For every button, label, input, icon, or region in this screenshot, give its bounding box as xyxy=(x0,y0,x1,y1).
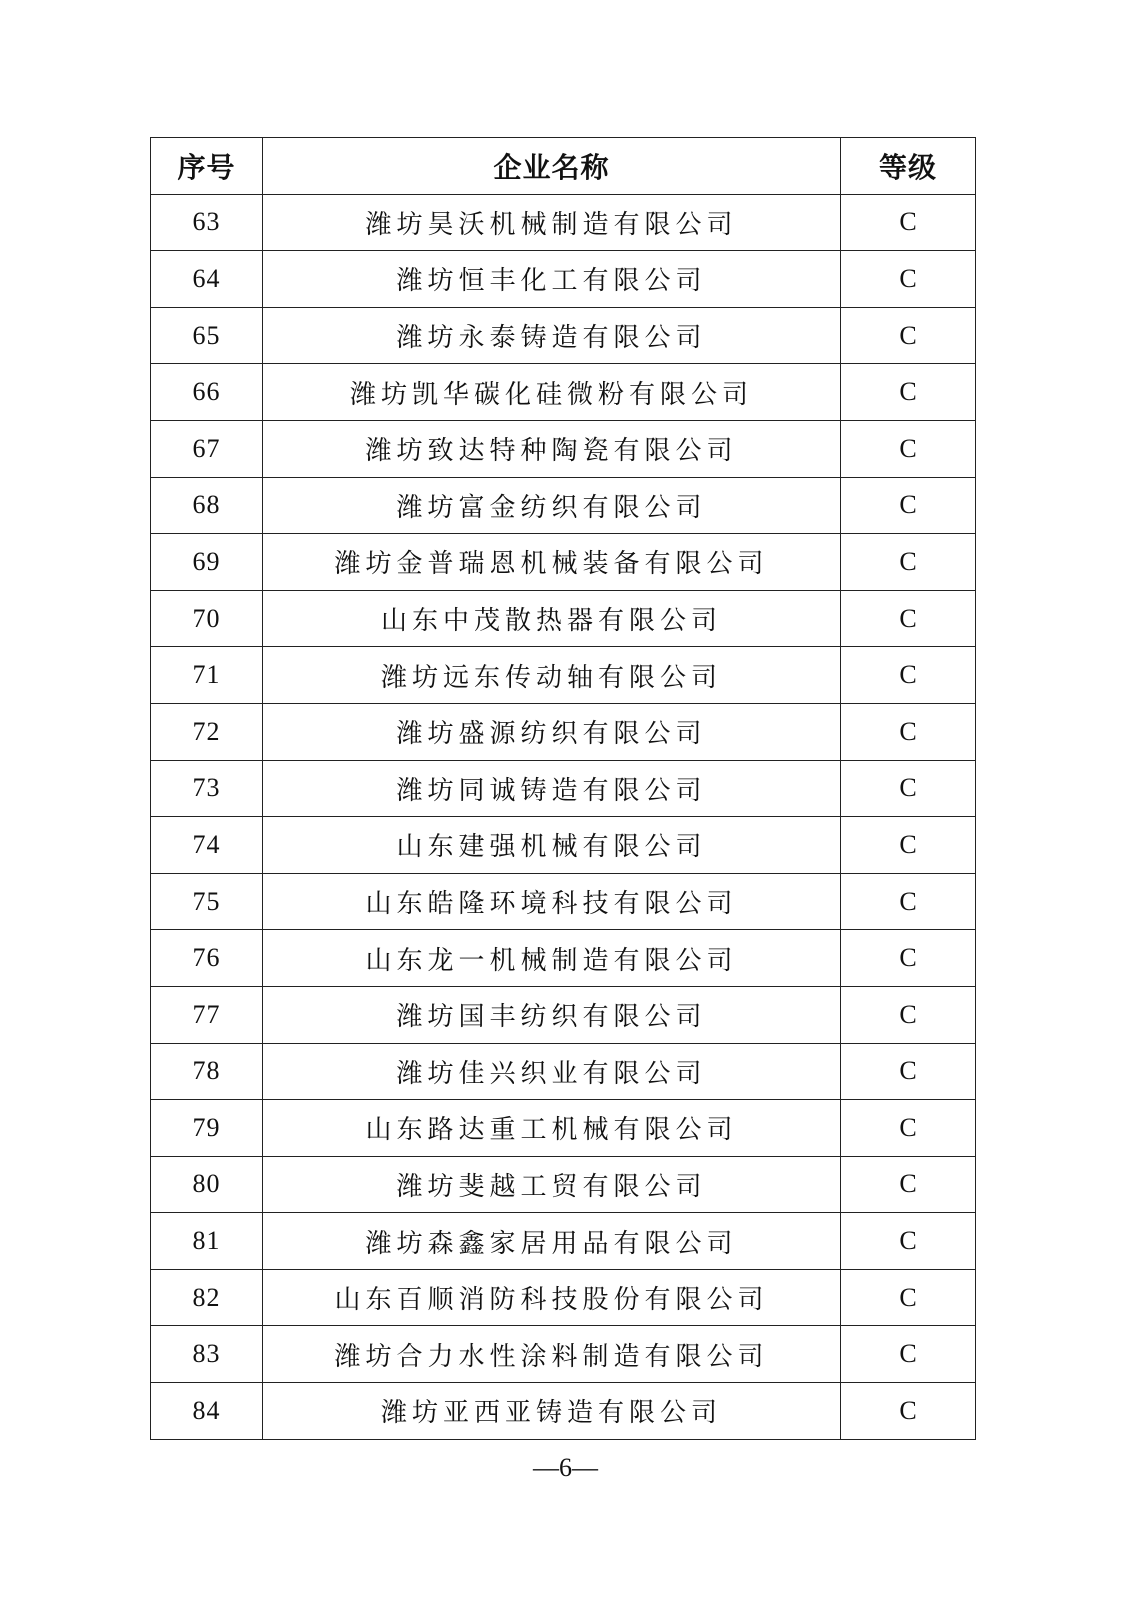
row-seq: 83 xyxy=(151,1326,263,1383)
table-row xyxy=(151,307,976,364)
table-row xyxy=(151,534,976,591)
row-company-name: 潍坊合力水性涂料制造有限公司 xyxy=(263,1326,841,1383)
row-company-name: 山东百顺消防科技股份有限公司 xyxy=(263,1269,841,1326)
row-seq: 81 xyxy=(151,1213,263,1270)
row-grade: C xyxy=(841,420,976,477)
row-seq: 76 xyxy=(151,930,263,987)
row-grade: C xyxy=(841,930,976,987)
table-row xyxy=(151,364,976,421)
page-number: —6— xyxy=(533,1453,598,1482)
row-grade: C xyxy=(841,1269,976,1326)
table-row xyxy=(151,760,976,817)
row-company-name: 潍坊佳兴织业有限公司 xyxy=(263,1043,841,1100)
row-seq: 70 xyxy=(151,590,263,647)
row-seq: 63 xyxy=(151,194,263,251)
table-row xyxy=(151,986,976,1043)
table-row xyxy=(151,1213,976,1270)
table-row xyxy=(151,1100,976,1157)
row-seq: 69 xyxy=(151,534,263,591)
table-row xyxy=(151,251,976,308)
row-grade: C xyxy=(841,647,976,704)
table-row xyxy=(151,1043,976,1100)
row-grade: C xyxy=(841,1100,976,1157)
row-grade: C xyxy=(841,873,976,930)
row-seq: 80 xyxy=(151,1156,263,1213)
row-company-name: 山东皓隆环境科技有限公司 xyxy=(263,873,841,930)
table-row xyxy=(151,1156,976,1213)
row-seq: 64 xyxy=(151,251,263,308)
row-grade: C xyxy=(841,590,976,647)
row-seq: 68 xyxy=(151,477,263,534)
row-grade: C xyxy=(841,194,976,251)
row-company-name: 潍坊恒丰化工有限公司 xyxy=(263,251,841,308)
row-seq: 67 xyxy=(151,420,263,477)
row-company-name: 山东龙一机械制造有限公司 xyxy=(263,930,841,987)
row-grade: C xyxy=(841,1213,976,1270)
row-grade: C xyxy=(841,251,976,308)
row-company-name: 潍坊斐越工贸有限公司 xyxy=(263,1156,841,1213)
row-company-name: 潍坊盛源纺织有限公司 xyxy=(263,703,841,760)
row-company-name: 潍坊富金纺织有限公司 xyxy=(263,477,841,534)
row-grade: C xyxy=(841,986,976,1043)
row-company-name: 山东中茂散热器有限公司 xyxy=(263,590,841,647)
table-row xyxy=(151,817,976,874)
row-seq: 84 xyxy=(151,1383,263,1440)
row-grade: C xyxy=(841,307,976,364)
row-grade: C xyxy=(841,703,976,760)
row-seq: 74 xyxy=(151,817,263,874)
table-row xyxy=(151,477,976,534)
table-body xyxy=(151,194,976,1439)
table-row xyxy=(151,1383,976,1440)
row-company-name: 潍坊远东传动轴有限公司 xyxy=(263,647,841,704)
table-row xyxy=(151,590,976,647)
row-grade: C xyxy=(841,477,976,534)
table-header-row xyxy=(151,138,976,195)
row-seq: 79 xyxy=(151,1100,263,1157)
company-grade-table xyxy=(150,137,976,1440)
row-company-name: 潍坊国丰纺织有限公司 xyxy=(263,986,841,1043)
row-company-name: 潍坊凯华碳化硅微粉有限公司 xyxy=(263,364,841,421)
header-seq: 序号 xyxy=(151,138,263,195)
row-grade: C xyxy=(841,534,976,591)
row-company-name: 山东路达重工机械有限公司 xyxy=(263,1100,841,1157)
row-company-name: 潍坊金普瑞恩机械装备有限公司 xyxy=(263,534,841,591)
row-seq: 73 xyxy=(151,760,263,817)
table-row xyxy=(151,1326,976,1383)
company-grade-table-container xyxy=(150,137,975,1440)
table-row xyxy=(151,647,976,704)
row-seq: 82 xyxy=(151,1269,263,1326)
row-company-name: 潍坊致达特种陶瓷有限公司 xyxy=(263,420,841,477)
row-company-name: 山东建强机械有限公司 xyxy=(263,817,841,874)
row-grade: C xyxy=(841,760,976,817)
header-grade: 等级 xyxy=(841,138,976,195)
row-company-name: 潍坊永泰铸造有限公司 xyxy=(263,307,841,364)
row-company-name: 潍坊昊沃机械制造有限公司 xyxy=(263,194,841,251)
row-seq: 66 xyxy=(151,364,263,421)
row-seq: 72 xyxy=(151,703,263,760)
row-grade: C xyxy=(841,1156,976,1213)
table-row xyxy=(151,930,976,987)
header-company-name: 企业名称 xyxy=(263,138,841,195)
table-row xyxy=(151,703,976,760)
row-company-name: 潍坊亚西亚铸造有限公司 xyxy=(263,1383,841,1440)
row-grade: C xyxy=(841,1383,976,1440)
row-company-name: 潍坊森鑫家居用品有限公司 xyxy=(263,1213,841,1270)
table-row xyxy=(151,1269,976,1326)
row-company-name: 潍坊同诚铸造有限公司 xyxy=(263,760,841,817)
table-row xyxy=(151,420,976,477)
row-seq: 65 xyxy=(151,307,263,364)
row-grade: C xyxy=(841,1326,976,1383)
row-grade: C xyxy=(841,1043,976,1100)
row-grade: C xyxy=(841,817,976,874)
row-seq: 77 xyxy=(151,986,263,1043)
row-seq: 78 xyxy=(151,1043,263,1100)
row-grade: C xyxy=(841,364,976,421)
row-seq: 71 xyxy=(151,647,263,704)
row-seq: 75 xyxy=(151,873,263,930)
table-row xyxy=(151,194,976,251)
table-row xyxy=(151,873,976,930)
